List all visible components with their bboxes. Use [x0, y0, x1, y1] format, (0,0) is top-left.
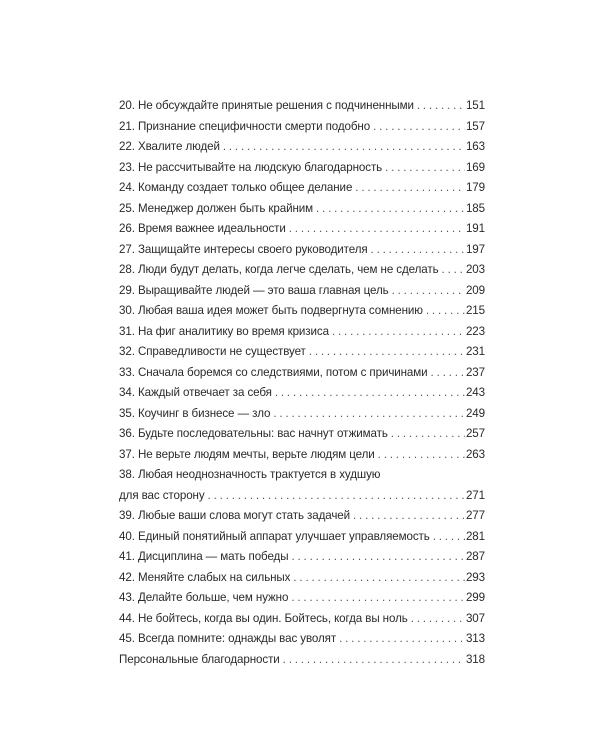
toc-entry-title: 37. Не верьте людям мечты, верьте людям цели [119, 447, 375, 461]
dot-leader [373, 117, 465, 138]
toc-entry-page: 151 [465, 99, 485, 112]
toc-entry [119, 322, 485, 343]
dot-leader [391, 424, 465, 445]
dot-leader [275, 383, 465, 404]
toc-entry-page: 185 [465, 201, 485, 215]
toc-entry [119, 260, 485, 281]
toc-entry [119, 219, 485, 240]
dot-leader [273, 404, 465, 425]
toc-entry [119, 568, 485, 589]
toc-entry-title: 32. Справедливости не существует [119, 345, 306, 358]
toc-entry-title: 31. На фиг аналитику во время кризиса [119, 324, 329, 338]
toc-entry-title: 44. Не бойтесь, когда вы один. Бойтесь, когда вы ноль [119, 611, 408, 625]
toc-entry [119, 445, 485, 466]
toc-entry-title: 25. Менеджер должен быть крайним [119, 201, 313, 215]
toc-entry-page: 191 [465, 222, 485, 235]
toc-entry-page: 169 [465, 160, 485, 174]
toc-entry [119, 363, 485, 384]
dot-leader [431, 363, 465, 384]
toc-entry-page: 307 [465, 611, 485, 625]
toc-entry-title: 28. Люди будут делать, когда легче сделать, чем не сделать [119, 263, 439, 276]
dot-leader [316, 199, 465, 220]
toc-entry [119, 506, 485, 527]
toc-entry-title: 29. Выращивайте людей — это ваша главная цель [119, 283, 389, 297]
toc-entry [119, 588, 485, 609]
toc-entry-title: 39. Любые ваши слова могут стать задачей [119, 509, 350, 522]
dot-leader [291, 547, 465, 568]
toc-entry [119, 117, 485, 138]
toc-entry-title: 36. Будьте последовательны: вас начнут отжимать [119, 427, 388, 440]
toc-entry [119, 96, 485, 117]
toc-entry [119, 301, 485, 322]
toc-entry [119, 281, 485, 302]
toc-entry [119, 609, 485, 630]
dot-leader [392, 281, 465, 302]
toc-entry-title: 20. Не обсуждайте принятые решения с подчиненными [119, 99, 414, 112]
toc-entry-page: 271 [465, 488, 485, 502]
toc-entry [119, 137, 485, 158]
toc-entry-title: 45. Всегда помните: однажды вас уволят [119, 632, 337, 645]
toc-entry-page: 281 [465, 529, 485, 543]
toc-entry-page: 209 [465, 283, 485, 297]
dot-leader [411, 609, 465, 630]
dot-leader [426, 301, 465, 322]
toc-entry-page: 293 [465, 570, 485, 584]
dot-leader [442, 260, 465, 281]
toc-entry [119, 342, 485, 363]
toc-entry-title: 22. Хвалите людей [119, 140, 220, 153]
toc-entry [119, 547, 485, 568]
toc-entry-title: 35. Коучинг в бизнесе — зло [119, 406, 271, 420]
dot-leader [289, 219, 465, 240]
toc-entry-title: 41. Дисциплина — мать победы [119, 550, 289, 563]
toc-entry-page: 197 [465, 242, 485, 256]
dot-leader [332, 322, 465, 343]
toc-entry-page: 231 [465, 345, 485, 358]
toc-entry [119, 158, 485, 179]
toc-entry-title: 30. Любая ваша идея может быть подвергнута сомнению [119, 304, 423, 317]
dot-leader [355, 178, 465, 199]
toc-entry-page: 249 [465, 406, 485, 420]
toc-entry-page: 313 [465, 632, 485, 645]
dot-leader [339, 629, 465, 650]
dot-leader [385, 158, 465, 179]
toc-entry-page: 223 [465, 324, 485, 338]
toc-entry [119, 199, 485, 220]
toc-entry-title: 42. Меняйте слабых на сильных [119, 570, 291, 584]
toc-entry-page: 257 [465, 427, 485, 440]
table-of-contents [119, 96, 485, 670]
toc-entry [119, 527, 485, 548]
toc-entry-page: 163 [465, 140, 485, 153]
dot-leader [417, 96, 465, 117]
toc-entry-page: 287 [465, 550, 485, 563]
dot-leader [208, 486, 465, 507]
toc-entry [119, 383, 485, 404]
toc-entry [119, 240, 485, 261]
toc-entry-title: 26. Время важнее идеальности [119, 222, 286, 235]
dot-leader [293, 568, 465, 589]
toc-entry-title: 43. Делайте больше, чем нужно [119, 591, 289, 604]
toc-entry-page: 243 [465, 386, 485, 399]
toc-entry-page: 237 [465, 365, 485, 379]
toc-entry-page: 318 [465, 652, 485, 666]
toc-entry-page: 215 [465, 304, 485, 317]
toc-entry-title: 23. Не рассчитывайте на людскую благодарность [119, 160, 383, 174]
toc-entry-multiline [119, 465, 485, 506]
toc-entry-title-line1: 38. Любая неоднозначность трактуется в худшую [119, 468, 381, 481]
toc-entry [119, 629, 485, 650]
toc-entry-title: 24. Команду создает только общее делание [119, 181, 353, 194]
toc-entry-page: 263 [465, 447, 485, 461]
toc-entry-page: 179 [465, 181, 485, 194]
toc-entry-title: 21. Признание специфичности смерти подобно [119, 119, 371, 133]
toc-entry-title: 27. Защищайте интересы своего руководителя [119, 242, 368, 256]
dot-leader [309, 342, 465, 363]
toc-entry-page: 157 [465, 119, 485, 133]
toc-entry-page: 299 [465, 591, 485, 604]
dot-leader [378, 445, 465, 466]
toc-entry [119, 424, 485, 445]
dot-leader [353, 506, 465, 527]
toc-entry-title: 40. Единый понятийный аппарат улучшает управляемость [119, 529, 430, 543]
toc-entry [119, 178, 485, 199]
dot-leader [283, 650, 465, 671]
dot-leader [291, 588, 465, 609]
toc-entry [119, 650, 485, 671]
toc-entry-page: 277 [465, 509, 485, 522]
toc-entry-title: 34. Каждый отвечает за себя [119, 386, 272, 399]
dot-leader [223, 137, 465, 158]
toc-entry-title: Персональные благодарности [119, 652, 280, 666]
toc-entry [119, 404, 485, 425]
toc-entry-title: 33. Сначала боремся со следствиями, потом с причинами [119, 365, 428, 379]
dot-leader [371, 240, 465, 261]
toc-entry-page: 203 [465, 263, 485, 276]
toc-entry-title: для вас сторону [119, 488, 205, 502]
dot-leader [433, 527, 465, 548]
